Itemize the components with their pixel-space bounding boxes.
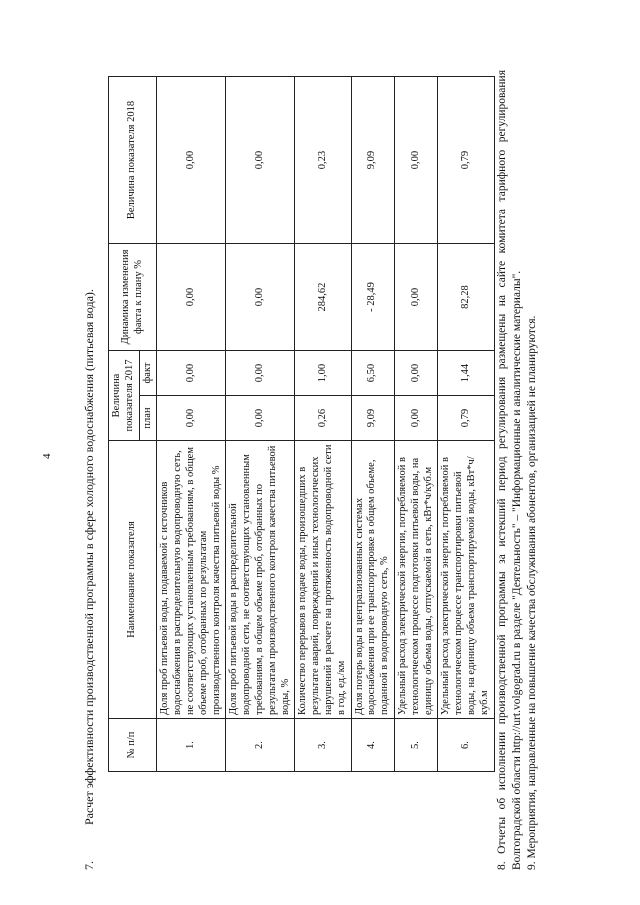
efficiency-table <box>108 76 495 772</box>
row-number: 2. <box>226 719 295 772</box>
row-dynamics: 0,00 <box>226 244 295 351</box>
row-value-2018: 9,09 <box>351 77 394 244</box>
row-indicator-name: Удельный расход электрической энергии, потребляемой в технологическом процессе транспортировки питьевой воды, на единицу объема транспортируемой воды, кВт*ч/куб.м <box>438 441 494 719</box>
row-number: 3. <box>295 719 351 772</box>
row-dynamics: 82,28 <box>438 244 494 351</box>
header-num: № п/п <box>109 719 157 772</box>
row-plan-2017: 0,26 <box>295 396 351 441</box>
row-plan-2017: 0,00 <box>157 396 226 441</box>
header-plan: план <box>139 396 157 441</box>
row-value-2018: 0,00 <box>226 77 295 244</box>
row-fact-2017: 0,00 <box>394 351 437 396</box>
row-number: 5. <box>394 719 437 772</box>
row-number: 6. <box>438 719 494 772</box>
row-fact-2017: 1,44 <box>438 351 494 396</box>
row-plan-2017: 0,00 <box>226 396 295 441</box>
row-number: 4. <box>351 719 394 772</box>
table-row <box>438 77 494 772</box>
row-fact-2017: 0,00 <box>157 351 226 396</box>
header-value-2018: Величина показателя 2018 <box>109 77 157 244</box>
note-9: 9. Мероприятия, направленные на повышение качества обслуживания абонентов, организацией не планируются. <box>525 315 538 870</box>
row-value-2018: 0,00 <box>157 77 226 244</box>
row-value-2018: 0,00 <box>394 77 437 244</box>
header-name: Наименование показателя <box>109 441 157 719</box>
row-plan-2017: 9,09 <box>351 396 394 441</box>
table-row <box>351 77 394 772</box>
row-fact-2017: 0,00 <box>226 351 295 396</box>
table-row <box>226 77 295 772</box>
row-fact-2017: 1,00 <box>295 351 351 396</box>
table-row <box>295 77 351 772</box>
row-dynamics: 284,62 <box>295 244 351 351</box>
row-indicator-name: Удельный расход электрической энергии, потребляемой в технологическом процессе подготовки питьевой воды, на единицу объема воды, отпускаемой в сеть, кВт*ч/куб.м <box>394 441 437 719</box>
row-value-2018: 0,79 <box>438 77 494 244</box>
header-value-2017: Величина показателя 2017 <box>109 351 140 441</box>
row-indicator-name: Доля проб питьевой воды в распределительной водопроводной сети, не соответствующих установленным требованиям, в общем объеме проб, отобранных по результатам производственного контроля качества питьевой воды, % <box>226 441 295 719</box>
row-dynamics: 0,00 <box>157 244 226 351</box>
row-indicator-name: Доля потерь воды в централизованных системах водоснабжения при ее транспортировке в общем объеме, поданной в водопроводную сеть, % <box>351 441 394 719</box>
row-fact-2017: 6,50 <box>351 351 394 396</box>
row-plan-2017: 0,79 <box>438 396 494 441</box>
row-indicator-name: Количество перерывов в подаче воды, произошедших в результате аварий, повреждений и иных технологических нарушений в расчете на протяженность водопроводной сети в год, ед./км <box>295 441 351 719</box>
section-number: 7. <box>82 861 96 870</box>
note-8: 8. Отчеты об исполнении производственной программы за истекший период регулирования размещены на сайте комитета тарифного регулирования Волгоградской области http://urt.volgograd.ru в разделе "Деятельность" – "Информационные и аналитические материалы". <box>496 70 523 870</box>
row-value-2018: 0,23 <box>295 77 351 244</box>
header-fact: факт <box>139 351 157 396</box>
row-indicator-name: Доля проб питьевой воды, подаваемой с источников водоснабжения в распределительную водопроводную сеть, не соответствующих установленным требованиям, в общем объеме проб, отобранных по результатам производственного контроля качества питьевой воды % <box>157 441 226 719</box>
section-title <box>82 289 97 870</box>
row-dynamics: 0,00 <box>394 244 437 351</box>
page-number: 4 <box>41 453 53 459</box>
table-row <box>394 77 437 772</box>
section-title-text: Расчет эффективности производственной программы в сфере холодного водоснабжения (питьевая вода). <box>82 289 96 825</box>
notes-block <box>495 70 540 870</box>
row-number: 1. <box>157 719 226 772</box>
header-dynamics: Динамика изменения факта к плану % <box>109 244 157 351</box>
row-plan-2017: 0,00 <box>394 396 437 441</box>
row-dynamics: - 28,49 <box>351 244 394 351</box>
table-row <box>157 77 226 772</box>
